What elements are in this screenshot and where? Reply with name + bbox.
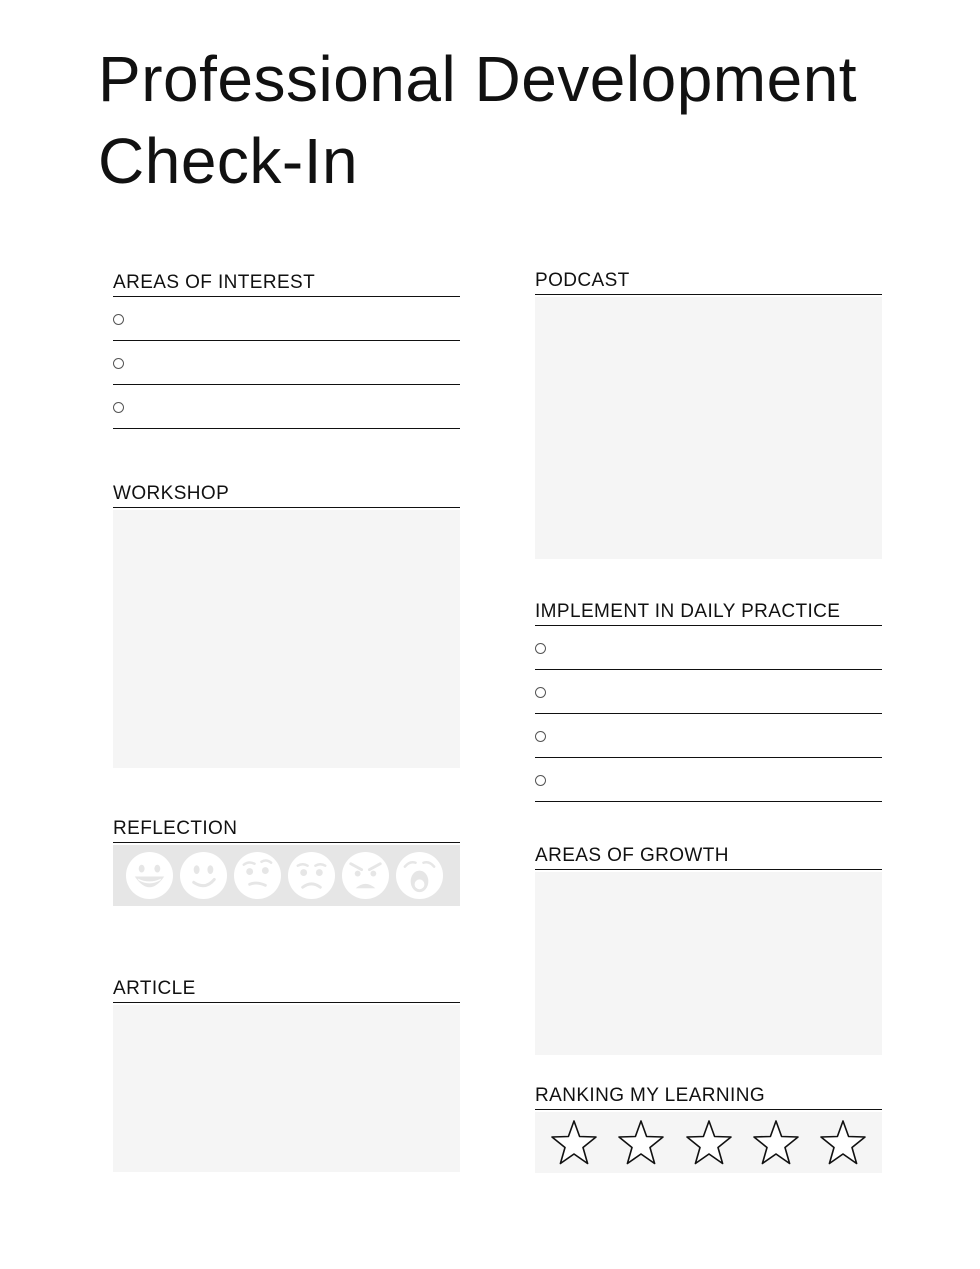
ranking-label: RANKING MY LEARNING xyxy=(535,1085,882,1110)
areas-of-growth-section xyxy=(535,845,882,1055)
star-icon-5[interactable] xyxy=(818,1118,868,1168)
ranking-stars xyxy=(535,1112,882,1173)
checkbox-circle-icon[interactable] xyxy=(113,402,124,413)
page-title-line-2: Check-In xyxy=(98,125,359,197)
implement-item-2[interactable] xyxy=(535,670,882,714)
confused-face-icon[interactable] xyxy=(233,851,282,900)
podcast-label: PODCAST xyxy=(535,270,882,295)
article-label: ARTICLE xyxy=(113,978,460,1003)
interest-item-3[interactable] xyxy=(113,385,460,429)
star-icon-4[interactable] xyxy=(751,1118,801,1168)
star-icon-2[interactable] xyxy=(616,1118,666,1168)
workshop-section xyxy=(113,483,460,768)
star-icon-1[interactable] xyxy=(549,1118,599,1168)
areas-of-interest-label: AREAS OF INTEREST xyxy=(113,272,460,297)
implement-item-1[interactable] xyxy=(535,626,882,670)
checkbox-circle-icon[interactable] xyxy=(535,687,546,698)
implement-section xyxy=(535,601,882,802)
workshop-label: WORKSHOP xyxy=(113,483,460,508)
reflection-section xyxy=(113,818,460,906)
checkbox-circle-icon[interactable] xyxy=(535,731,546,742)
podcast-notes-box[interactable] xyxy=(535,297,882,559)
reflection-label: REFLECTION xyxy=(113,818,460,843)
implement-item-4[interactable] xyxy=(535,758,882,802)
podcast-section xyxy=(535,270,882,559)
checkbox-circle-icon[interactable] xyxy=(113,314,124,325)
areas-of-growth-notes-box[interactable] xyxy=(535,872,882,1055)
page-title xyxy=(98,38,857,202)
angry-face-icon[interactable] xyxy=(341,851,390,900)
implement-label: IMPLEMENT IN DAILY PRACTICE xyxy=(535,601,882,626)
article-section xyxy=(113,978,460,1172)
article-notes-box[interactable] xyxy=(113,1005,460,1172)
implement-item-3[interactable] xyxy=(535,714,882,758)
interest-item-2[interactable] xyxy=(113,341,460,385)
areas-of-interest-section xyxy=(113,272,460,429)
checkbox-circle-icon[interactable] xyxy=(113,358,124,369)
sad-face-icon[interactable] xyxy=(287,851,336,900)
page-title-line-1: Professional Development xyxy=(98,43,858,115)
shocked-face-icon[interactable] xyxy=(395,851,444,900)
workshop-notes-box[interactable] xyxy=(113,510,460,768)
checkbox-circle-icon[interactable] xyxy=(535,775,546,786)
areas-of-growth-label: AREAS OF GROWTH xyxy=(535,845,882,870)
ranking-section xyxy=(535,1085,882,1173)
reflection-faces xyxy=(113,845,460,906)
interest-item-1[interactable] xyxy=(113,297,460,341)
smiling-face-icon[interactable] xyxy=(179,851,228,900)
checkbox-circle-icon[interactable] xyxy=(535,643,546,654)
laughing-face-icon[interactable] xyxy=(125,851,174,900)
star-icon-3[interactable] xyxy=(684,1118,734,1168)
